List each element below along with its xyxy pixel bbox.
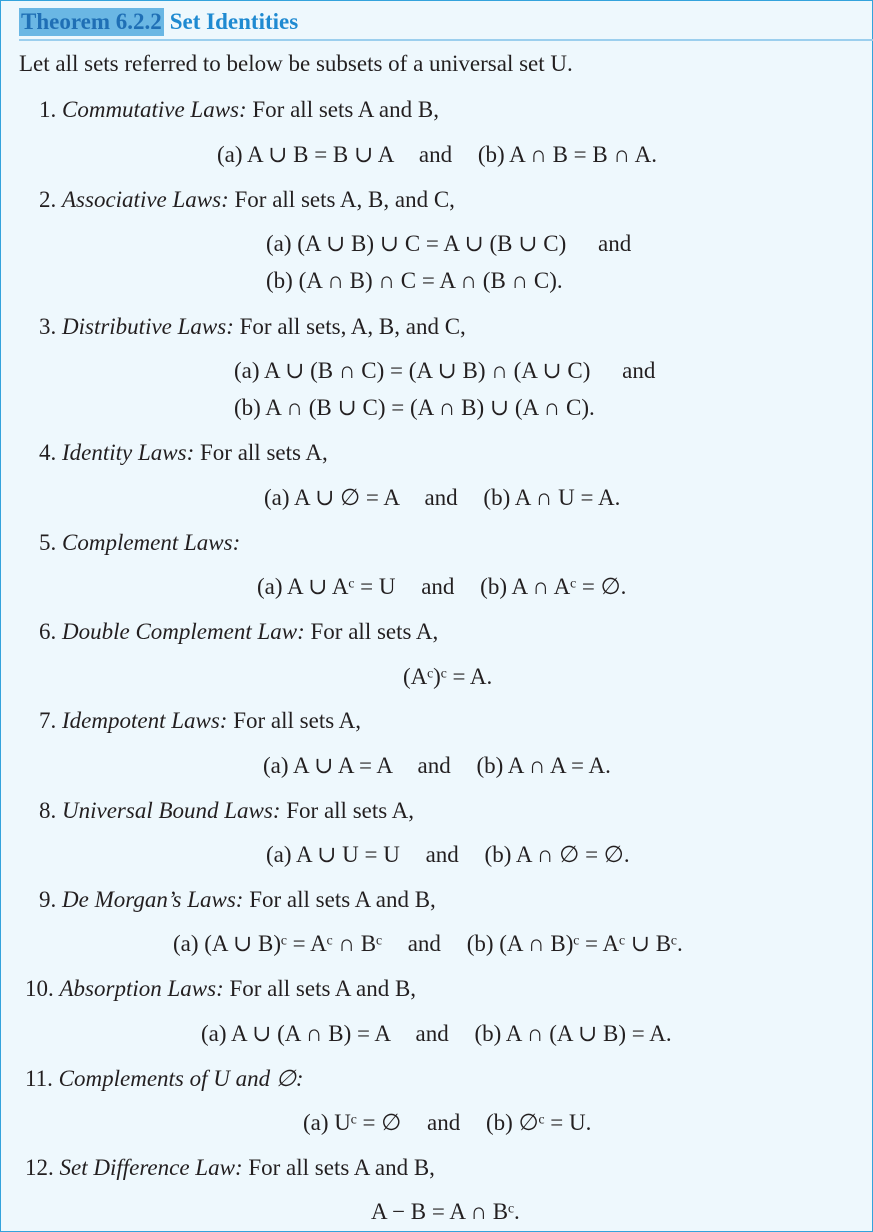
theorem-title: Set Identities [169,9,299,34]
law-name: Idempotent Laws: [62,708,228,733]
law-description: For all sets A, [227,708,361,733]
law-description: For all sets A, [194,440,328,465]
item-number: 1. [39,97,57,122]
item-number: 9. [39,887,57,912]
law-name: Distributive Laws: [62,314,234,339]
equation-line [217,142,657,168]
law-description: For all sets A and B, [223,976,417,1001]
law-name: Double Complement Law: [62,619,305,644]
equation-line [266,268,563,294]
law-name: Complement Laws: [62,530,241,555]
equation-a: (a) A ∪ (A ∩ B) = A [201,1021,390,1046]
law-description: For all sets A, B, and C, [228,187,455,212]
item-number: 6. [39,619,57,644]
law-item-absorption [25,976,416,1002]
and-connector: and [418,142,453,167]
equation-a: (a) (A ∪ B)ᶜ = Aᶜ ∩ Bᶜ [173,931,382,956]
law-description: For all sets A, [280,798,415,823]
law-item-distributive [39,314,466,340]
law-item-identity [39,440,328,466]
law-name: Absorption Laws: [59,976,224,1001]
equation-b: (b) (A ∩ B)ᶜ = Aᶜ ∪ Bᶜ. [466,931,683,956]
law-description: For all sets A and B, [243,887,436,912]
and-connector: and [417,753,451,778]
equation-b: (b) A ∩ Aᶜ = ∅. [480,574,627,599]
law-item-double-complement [39,619,438,645]
equation-line [263,753,611,779]
equation-single: A − B = A ∩ Bᶜ. [371,1199,520,1224]
item-number: 8. [39,798,57,823]
and-connector: and [407,931,441,956]
law-description: For all sets, A, B, and C, [233,314,466,339]
item-number: 7. [39,708,57,733]
law-item-associative [39,187,455,213]
intro-text: Let all sets referred to below be subsets of a universal set U. [19,51,573,76]
law-description: For all sets A and B, [246,97,439,122]
equation-a: (a) A ∪ Aᶜ = U [257,574,396,599]
item-number: 2. [39,187,57,212]
equation-line [266,231,631,257]
law-item-set-difference [25,1155,435,1181]
equation-b: (b) A ∩ B = B ∩ A. [477,142,657,167]
law-name: Universal Bound Laws: [62,798,281,823]
and-connector: and [427,1110,461,1135]
equation-a: (a) A ∪ B = B ∪ A [217,142,394,167]
equation-line [234,358,655,384]
law-item-idempotent [39,708,361,734]
equation-b: (b) A ∩ A = A. [476,753,611,778]
and-connector: and [421,574,455,599]
equation-b: (b) A ∩ (B ∪ C) = (A ∩ B) ∪ (A ∩ C). [234,395,595,420]
and-connector: and [622,358,656,383]
equation-line [173,931,683,957]
equation-line [257,574,626,600]
and-connector: and [415,1021,449,1046]
equation-line [303,1110,591,1136]
law-item-complements-u-empty [25,1066,304,1092]
equation-line [201,1021,672,1047]
equation-a: (a) A ∪ A = A [263,753,392,778]
equation-b: (b) A ∩ ∅ = ∅. [484,842,630,867]
item-number: 12. [25,1155,54,1180]
equation-a: (a) Uᶜ = ∅ [303,1110,402,1135]
item-number: 4. [39,440,57,465]
law-item-commutative [39,97,439,123]
equation-a: (a) (A ∪ B) ∪ C = A ∪ (B ∪ C) [266,231,567,256]
item-number: 10. [25,976,54,1001]
law-item-universal-bound [39,798,414,824]
and-connector: and [425,842,459,867]
equation-a: (a) A ∪ U = U [266,842,400,867]
law-description: For all sets A and B, [242,1155,435,1180]
equation-line [266,842,630,868]
and-connector: and [424,485,458,510]
law-name: Set Difference Law: [59,1155,243,1180]
law-name: Commutative Laws: [62,97,247,122]
equation-b: (b) A ∩ U = A. [483,485,621,510]
header-divider [19,39,873,41]
equation-b: (b) (A ∩ B) ∩ C = A ∩ (B ∩ C). [266,268,563,293]
law-description: For all sets A, [304,619,439,644]
equation-a: (a) A ∪ ∅ = A [264,485,399,510]
theorem-label: Theorem 6.2.2 [21,9,162,34]
equation-line [234,395,595,421]
equation-b: (b) ∅ᶜ = U. [486,1110,592,1135]
and-connector: and [598,231,632,256]
item-number: 11. [25,1066,53,1091]
equation-line [371,1199,520,1225]
equation-b: (b) A ∩ (A ∪ B) = A. [474,1021,672,1046]
law-item-complement [39,530,240,556]
item-number: 3. [39,314,57,339]
equation-line [264,485,620,511]
law-name: Complements of U and ∅: [58,1066,304,1091]
equation-single: (Aᶜ)ᶜ = A. [403,664,493,689]
equation-a: (a) A ∪ (B ∩ C) = (A ∪ B) ∩ (A ∪ C) [234,358,591,383]
law-name: De Morgan’s Laws: [62,887,244,912]
item-number: 5. [39,530,57,555]
equation-line [403,664,492,690]
law-name: Identity Laws: [62,440,195,465]
law-name: Associative Laws: [62,187,229,212]
theorem-header [19,5,298,39]
law-item-de-morgan [39,887,436,913]
